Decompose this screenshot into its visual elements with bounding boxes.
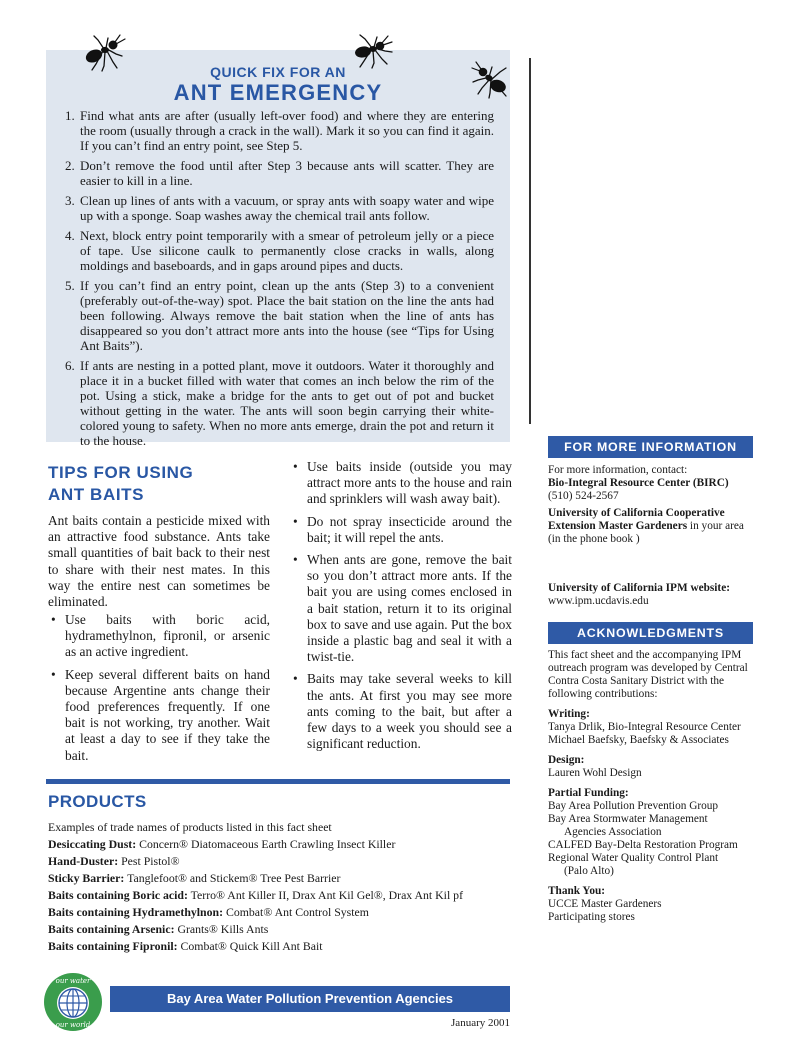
quick-fix-title: ANT EMERGENCY <box>173 80 383 105</box>
contact-intro: For more information, contact: <box>548 464 688 476</box>
funding-line: (Palo Alto) <box>564 865 614 877</box>
design-line: Lauren Wohl Design <box>548 767 642 779</box>
product-label: Baits containing Boric acid: <box>48 888 188 902</box>
more-info-bar: FOR MORE INFORMATION <box>548 436 753 458</box>
more-info-contact <box>548 464 758 546</box>
product-label: Hand-Duster: <box>48 854 119 868</box>
product-value: Combat® Quick Kill Ant Bait <box>177 939 323 953</box>
quick-fix-steps <box>62 108 494 453</box>
quick-fix-pretitle: QUICK FIX FOR AN <box>210 64 346 80</box>
product-item <box>48 904 510 921</box>
tips-intro: Ant baits contain a pesticide mixed with an attractive food substance. Ants take small quantities of bait back to their nest to share with their nest mates. In this way the entire nest can sometimes be eliminated. <box>48 513 270 610</box>
quick-fix-step: 3. Clean up lines of ants with a vacuum, or spray ants with soapy water and wipe up with a sponge. Soap washes away the chemical trail ants follow. <box>78 193 494 223</box>
birc-phone: (510) 524-2567 <box>548 490 619 502</box>
design-label: Design: <box>548 754 585 766</box>
product-value: Concern® Diatomaceous Earth Crawling Insect Killer <box>136 837 396 851</box>
ipm-url[interactable]: www.ipm.ucdavis.edu <box>548 595 649 607</box>
uc-line2 <box>548 520 758 533</box>
quick-fix-step: 5. If you can’t find an entry point, clean up the ants (Step 3) to a convenient (preferably out-of-the-way) spot. Place the bait station on the line the ants had been following. Always remove the bait station when the line of ants has disappeared so you don’t attract more ants into the house (see “Tips for Using Ant Baits”). <box>78 278 494 353</box>
ant-icon <box>348 30 396 70</box>
quick-fix-step: 4. Next, block entry point temporarily with a smear of petroleum jelly or a piece of tape. Use silicone caulk to permanently close cracks in walls, along moldings and baseboards, and in gaps around pipes and ducts. <box>78 228 494 273</box>
column-divider <box>529 58 531 424</box>
footer-bar: Bay Area Water Pollution Prevention Agencies <box>110 986 510 1012</box>
products-list <box>48 819 510 955</box>
product-value: Pest Pistol® <box>118 854 180 868</box>
funding-line: Bay Area Stormwater Management <box>548 813 708 825</box>
product-value: Combat® Ant Control System <box>223 905 369 919</box>
ack-intro: This fact sheet and the accompanying IPM outreach program was developed by Central Contra Costa Sanitary District with the following contributions: <box>548 649 748 700</box>
ant-icon <box>470 60 518 100</box>
logo-text-bottom: our world <box>55 1021 91 1029</box>
products-intro: Examples of trade names of products listed in this fact sheet <box>48 820 332 834</box>
product-item <box>48 836 510 853</box>
quick-fix-step: 6. If ants are nesting in a potted plant, move it outdoors. Water it thoroughly and place it in a bucket filled with water that comes an inch below the rim of the pot. Using a stick, make a bridge for the ants to get out of pot and bucket without getting in the water. The ants will soon begin carrying their white-colored young to safety. When no more ants emerge, drain the pot and return it to the house. <box>78 358 494 448</box>
product-item <box>48 887 510 904</box>
tips-heading-line2: ANT BAITS <box>48 485 145 504</box>
funding-line: Agencies Association <box>564 826 662 838</box>
writing-label: Writing: <box>548 708 590 720</box>
product-value: Grants® Kills Ants <box>174 922 269 936</box>
thanks-line: Participating stores <box>548 911 635 923</box>
writing-line: Michael Baefsky, Baefsky & Associates <box>548 734 729 746</box>
product-label: Baits containing Fipronil: <box>48 939 178 953</box>
quick-fix-box <box>46 50 510 448</box>
product-item <box>48 938 510 955</box>
tips-heading-line1: TIPS FOR USING <box>48 463 194 482</box>
list-item: • Baits may take several weeks to kill the ants. At first you may see more ants coming to the bait, but after a few days to a week you should see a significant reduction. <box>307 671 512 752</box>
product-item <box>48 870 510 887</box>
funding-line: Bay Area Pollution Prevention Group <box>548 800 719 812</box>
ipm-label: University of California IPM website: <box>548 582 730 594</box>
list-item: • When ants are gone, remove the bait so you don’t attract more ants. If the bait you are using comes enclosed in a bait station, return it to its original box to save and use again. Put the box inside a plastic bag and seal it with a twist-tie. <box>307 552 512 665</box>
footer-date: January 2001 <box>451 1017 510 1029</box>
funding-label: Partial Funding: <box>548 787 629 799</box>
product-value: Tanglefoot® and Stickem® Tree Pest Barrier <box>124 871 341 885</box>
products-heading: PRODUCTS <box>48 792 147 811</box>
thanks-line: UCCE Master Gardeners <box>548 898 662 910</box>
acknowledgments-body <box>548 649 756 924</box>
quick-fix-step: 1. Find what ants are after (usually left-over food) and where they are entering the room (usually through a crack in the wall). Mark it so you can find it again. If you can’t find an entry point, see Step 5. <box>78 108 494 153</box>
product-label: Desiccating Dust: <box>48 837 137 851</box>
quick-fix-step: 2. Don’t remove the food until after Step 3 because ants will scatter. They are easier to kill in a line. <box>78 158 494 188</box>
product-label: Baits containing Hydramethylnon: <box>48 905 224 919</box>
uc-line2-bold: Extension Master Gardeners <box>548 520 688 532</box>
funding-line: CALFED Bay-Delta Restoration Program <box>548 839 738 851</box>
logo-text-top: our water <box>55 977 91 985</box>
tips-list-left <box>48 612 270 770</box>
product-item <box>48 853 510 870</box>
writing-line: Tanya Drlik, Bio-Integral Resource Center <box>548 721 741 733</box>
ant-icon <box>80 32 128 72</box>
products-divider <box>46 779 510 784</box>
tips-list-right <box>290 459 512 758</box>
list-item: • Use baits inside (outside you may attract more ants to the house and rain and sprinklers will wash away bait). <box>307 459 512 508</box>
acknowledgments-bar: ACKNOWLEDGMENTS <box>548 622 753 644</box>
thanks-label: Thank You: <box>548 885 606 897</box>
product-value: Terro® Ant Killer II, Drax Ant Kil Gel®, Drax Ant Kil pf <box>187 888 463 902</box>
uc-line3: (in the phone book ) <box>548 533 640 545</box>
uc-line2-rest: in your area <box>687 520 744 532</box>
product-label: Sticky Barrier: <box>48 871 125 885</box>
birc-name: Bio-Integral Resource Center (BIRC) <box>548 477 729 489</box>
globe-logo-icon <box>43 972 103 1032</box>
list-item: • Do not spray insecticide around the bait; it will repel the ants. <box>307 514 512 546</box>
tips-heading <box>48 462 278 506</box>
uc-line1: University of California Cooperative <box>548 507 725 519</box>
product-label: Baits containing Arsenic: <box>48 922 175 936</box>
list-item: • Keep several different baits on hand because Argentine ants change their food preferences frequently. If one bait is not working, try another. Wait at least a day to see if they take the bait. <box>65 667 270 764</box>
list-item: • Use baits with boric acid, hydramethylnon, fipronil, or arsenic as an active ingredient. <box>65 612 270 661</box>
funding-line: Regional Water Quality Control Plant <box>548 852 719 864</box>
product-item <box>48 921 510 938</box>
ipm-website <box>548 582 758 608</box>
